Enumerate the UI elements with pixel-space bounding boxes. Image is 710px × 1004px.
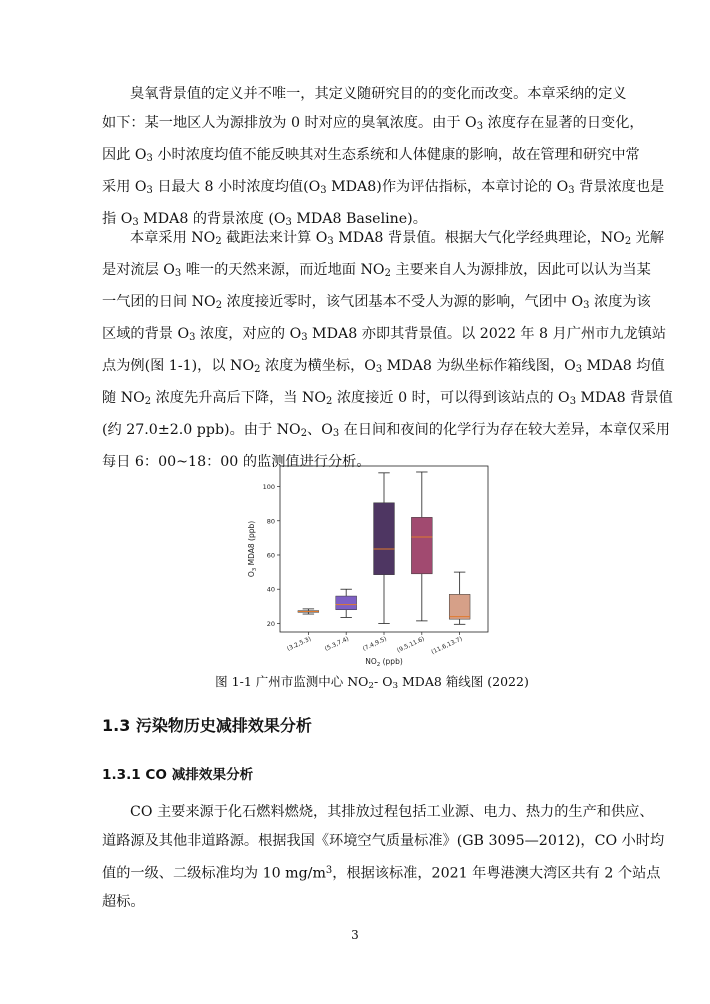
box-body — [336, 596, 357, 610]
boxplot-chart — [240, 462, 500, 668]
box-3 — [374, 473, 395, 624]
box-1 — [298, 609, 319, 614]
text-line: 点为例(图 1-1)，以 $NO_2$ 浓度为横坐标，$O_3$ MDA8 为纵坐标作箱线图，$O_3$ MDA8 均值 — [102, 357, 665, 375]
y-tick-label: 100 — [262, 483, 275, 492]
box-body — [374, 503, 395, 575]
box-4 — [411, 472, 432, 621]
text-line: 采用 $O_3$ 日最大 8 小时浓度均值($O_3$ MDA8)作为评估指标，本章讨论的 $O_3$ 背景浓度也是 — [102, 178, 665, 196]
y-tick-label: 80 — [266, 517, 275, 526]
text-line: 如下：某一地区人为源排放为 0 时对应的臭氧浓度。由于 $O_3$ 浓度存在显著的日变化， — [102, 115, 644, 132]
y-tick-label: 60 — [266, 551, 275, 560]
box-5 — [449, 572, 470, 624]
box-2 — [336, 589, 357, 617]
paragraph-no2-intercept-method — [102, 224, 673, 477]
y-tick-label: 20 — [266, 619, 275, 628]
box-body — [411, 517, 432, 573]
text-line: 每日 6：00~18：00 的监测值进行分析。 — [102, 453, 371, 470]
text-line: 指 $O_3$ MDA8 的背景浓度 ($O_3$ MDA8 Baseline)。 — [102, 210, 427, 228]
figure-caption: 图 1-1 广州市监测中心 $NO_2-$ $O_3$ MDA8 箱线图 (2022) — [215, 674, 529, 691]
text-line: 区域的背景 $O_3$ 浓度，对应的 $O_3$ MDA8 亦即其背景值。以 2022 年 8 月广州市九龙镇站 — [102, 325, 667, 343]
text-line: 随 $NO_2$ 浓度先升高后下降，当 $NO_2$ 浓度接近 0 时，可以得到该站点的 $O_3$ MDA8 背景值 — [102, 389, 673, 407]
page-number: 3 — [351, 928, 359, 942]
y-tick-label: 40 — [266, 585, 275, 594]
x-tick-label: (3.2,5.3) — [285, 635, 313, 653]
x-tick-label: (7.4,9.5) — [361, 635, 388, 653]
text-line: (约 27.0±2.0 ppb)。由于 $NO_2$、$O_3$ 在日间和夜间的化学行为存在较大差异，本章仅采用 — [102, 421, 670, 439]
x-tick-label: (11.6,13.7) — [430, 635, 464, 656]
section-heading: 1.3 污染物历史减排效果分析 — [102, 716, 312, 735]
text-line: 道路源及其他非道路源。根据我国《环境空气质量标准》(GB 3095—2012)，CO 小时均 — [102, 833, 665, 849]
x-axis-label: $NO_2$ (ppb) — [365, 657, 403, 668]
text-line: 超标。 — [102, 894, 145, 911]
x-tick-label: (9.5,11.6) — [395, 635, 426, 655]
text-line: 本章采用 $NO_2$ 截距法来计算 $O_3$ MDA8 背景值。根据大气化学经典理论，$NO_2$ 光解 — [130, 230, 665, 247]
boxplot-figure — [240, 462, 500, 668]
box-body — [449, 594, 470, 619]
text-line: 一气团的日间 $NO_2$ 浓度接近零时，该气团基本不受人为源的影响，气团中 $O_3$ 浓度为该 — [102, 293, 651, 311]
paragraph-co-emission — [102, 798, 665, 917]
paragraph-ozone-background-definition — [102, 80, 665, 237]
text-line: 是对流层 $O_3$ 唯一的天然来源，而近地面 $NO_2$ 主要来自人为源排放，因此可以认为当某 — [102, 261, 651, 279]
text-line: 值的一级、二级标准均为 10 $mg/m^3$，根据该标准，2021 年粤港澳大湾区共有 2 个站点 — [102, 865, 661, 882]
text-line: 因此 $O_3$ 小时浓度均值不能反映其对生态系统和人体健康的影响，故在管理和研究中常 — [102, 146, 640, 164]
subsection-heading: 1.3.1 CO 减排效果分析 — [102, 767, 254, 783]
text-line: CO 主要来源于化石燃料燃烧，其排放过程包括工业源、电力、热力的生产和供应、 — [130, 804, 654, 820]
y-axis-label: $O_3$ MDA8 (ppb) — [247, 520, 258, 578]
x-tick-label: (5.3,7.4) — [323, 635, 351, 653]
text-line: 臭氧背景值的定义并不唯一，其定义随研究目的的变化而改变。本章采纳的定义 — [130, 86, 627, 102]
